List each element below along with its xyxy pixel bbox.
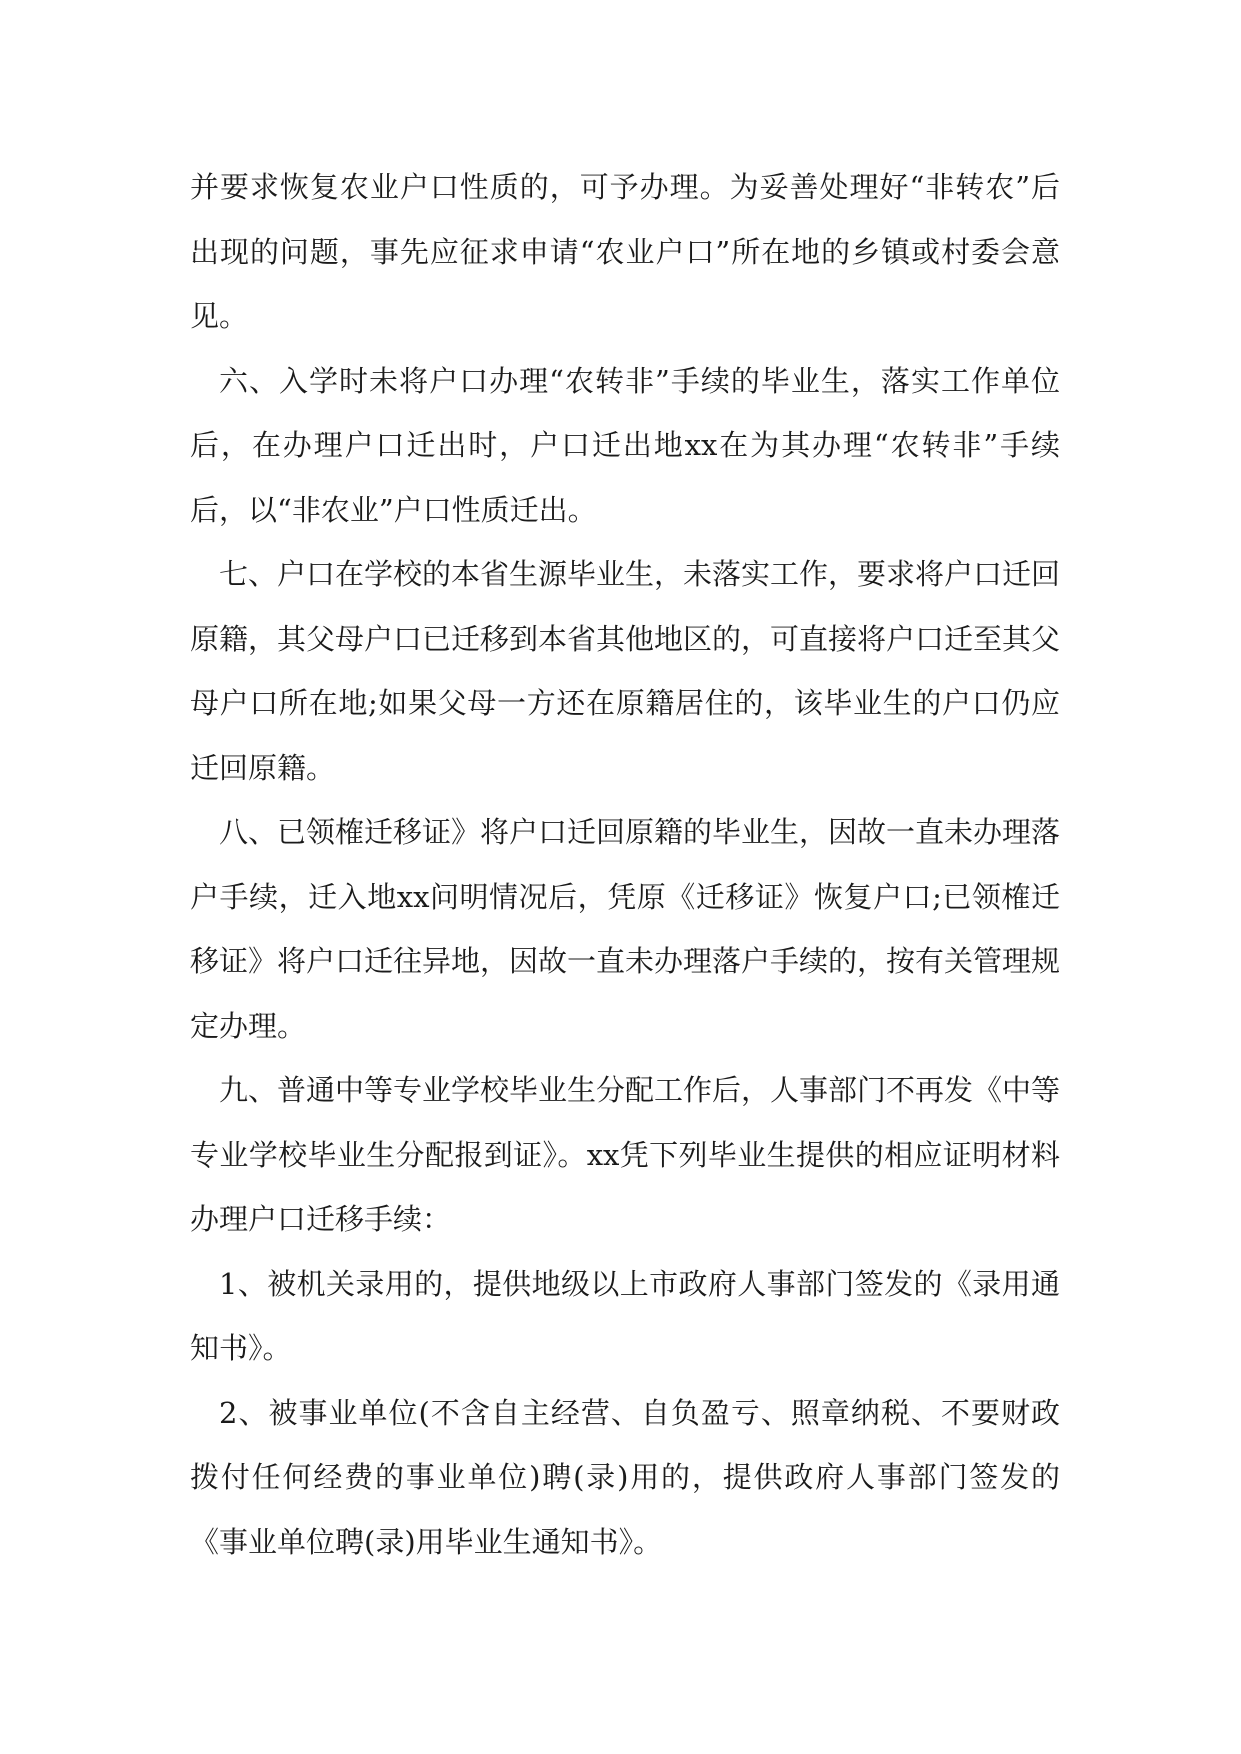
paragraph-item-8: 八、已领榷迁移证》将户口迁回原籍的毕业生，因故一直未办理落户手续，迁入地xx问明情况后，凭原《迁移证》恢复户口;已领榷迁移证》将户口迁往异地，因故一直未办理落户手续的，按有关管理规定办理。 — [190, 815, 1061, 1043]
paragraph-subitem-2: 2、被事业单位(不含自主经营、自负盈亏、照章纳税、不要财政拨付任何经费的事业单位)聘(录)用的，提供政府人事部门签发的《事业单位聘(录)用毕业生通知书》。 — [190, 1395, 1060, 1559]
paragraph-item-7: 七、户口在学校的本省生源毕业生，未落实工作，要求将户口迁回原籍，其父母户口已迁移到本省其他地区的，可直接将户口迁至其父母户口所在地;如果父母一方还在原籍居住的，该毕业生的户口仍应迁回原籍。 — [190, 557, 1061, 785]
paragraph-item-9: 九、普通中等专业学校毕业生分配工作后，人事部门不再发《中等专业学校毕业生分配报到证》。xx凭下列毕业生提供的相应证明材料办理户口迁移手续： — [190, 1073, 1061, 1236]
paragraph-rural-household-continuation: 并要求恢复农业户口性质的，可予办理。为妥善处理好“非转农”后出现的问题，事先应征求申请“农业户口”所在地的乡镇或村委会意见。 — [190, 170, 1060, 333]
paragraph-subitem-1: 1、被机关录用的，提供地级以上市政府人事部门签发的《录用通知书》。 — [190, 1266, 1060, 1365]
paragraph-item-6: 六、入学时未将户口办理“农转非”手续的毕业生，落实工作单位后，在办理户口迁出时，户口迁出地xx在为其办理“农转非”手续后，以“非农业”户口性质迁出。 — [190, 363, 1060, 527]
document-body — [190, 155, 1060, 1574]
